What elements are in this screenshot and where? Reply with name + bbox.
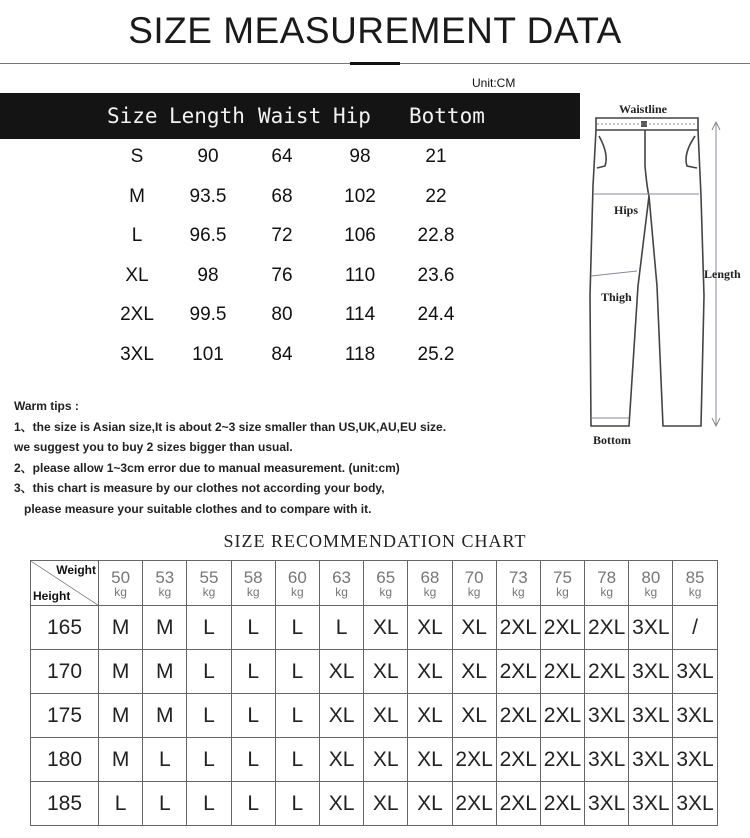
size-row xyxy=(0,259,580,297)
pants-measurement-diagram xyxy=(583,96,750,456)
weight-value: 68 xyxy=(420,567,440,587)
recommended-size: 3XL xyxy=(629,738,673,782)
weight-unit: kg xyxy=(335,584,348,599)
recommended-size: XL xyxy=(319,694,363,738)
recommended-size: L xyxy=(143,782,187,826)
label-length: Length xyxy=(704,267,741,281)
weight-value: 80 xyxy=(641,567,661,587)
weight-value: 85 xyxy=(685,567,705,587)
recommended-size: L xyxy=(187,606,231,650)
recommended-size: 2XL xyxy=(496,694,540,738)
weight-header xyxy=(452,561,496,606)
recommended-size: L xyxy=(275,606,319,650)
recommended-size: L xyxy=(275,738,319,782)
title-accent-bar xyxy=(350,62,400,65)
recommended-size: 2XL xyxy=(540,606,584,650)
recommended-size: XL xyxy=(408,650,452,694)
weight-unit: kg xyxy=(688,584,702,599)
height-value: 165 xyxy=(31,606,99,650)
header-bottom: Bottom xyxy=(409,104,485,128)
weight-header xyxy=(231,561,275,606)
size-label: 2XL xyxy=(120,304,154,326)
weight-unit: kg xyxy=(246,584,260,599)
size-label: S xyxy=(130,146,144,167)
measurement-value: 76 xyxy=(271,264,293,286)
weight-unit: kg xyxy=(600,584,613,599)
measurement-value: 64 xyxy=(271,146,293,167)
recommendation-title: SIZE RECOMMENDATION CHART xyxy=(223,531,527,551)
tip-line: please measure your suitable clothes and to compare with it. xyxy=(14,501,372,516)
measurement-value: 90 xyxy=(197,146,219,167)
recommended-size: XL xyxy=(319,738,363,782)
weight-header xyxy=(496,561,540,606)
recommended-size: XL xyxy=(452,650,496,694)
recommended-size: L xyxy=(275,650,319,694)
header-waist: Waist xyxy=(258,104,322,128)
recommended-size: M xyxy=(143,694,187,738)
recommended-size: 3XL xyxy=(673,738,717,782)
header-length: Length xyxy=(169,104,245,128)
recommended-size: L xyxy=(231,694,275,738)
weight-header xyxy=(99,561,143,606)
table-row xyxy=(31,606,718,650)
recommended-size: M xyxy=(143,650,187,694)
label-hips: Hips xyxy=(614,203,639,217)
recommended-size: XL xyxy=(452,694,496,738)
header-hip: Hip xyxy=(333,104,371,128)
weight-header xyxy=(408,561,452,606)
tips-heading: Warm tips : xyxy=(14,399,79,413)
measurement-value: 22 xyxy=(425,185,447,207)
measurement-value: 99.5 xyxy=(189,304,227,326)
size-row xyxy=(0,298,580,336)
recommended-size: XL xyxy=(364,738,408,782)
measurement-value: 114 xyxy=(344,304,376,326)
tip-line: 1、the size is Asian size,It is about 2~3 size smaller than US,UK,AU,EU size. xyxy=(14,419,447,434)
header-size: Size xyxy=(107,104,158,128)
weight-unit: kg xyxy=(644,584,658,599)
weight-value: 78 xyxy=(597,567,617,587)
size-table-header xyxy=(0,93,580,139)
size-row xyxy=(0,180,580,218)
weight-header xyxy=(673,561,717,606)
recommended-size: XL xyxy=(452,606,496,650)
recommended-size: L xyxy=(187,782,231,826)
recommended-size: 2XL xyxy=(585,650,629,694)
recommended-size: M xyxy=(99,650,143,694)
recommended-size: 3XL xyxy=(629,782,673,826)
size-row xyxy=(0,219,580,257)
weight-value: 70 xyxy=(464,567,484,587)
label-thigh: Thigh xyxy=(601,290,632,304)
recommended-size: 3XL xyxy=(629,650,673,694)
recommended-size: XL xyxy=(408,606,452,650)
measurement-value: 80 xyxy=(271,304,293,326)
recommended-size: M xyxy=(143,606,187,650)
tip-line: 2、please allow 1~3cm error due to manual measurement. (unit:cm) xyxy=(14,460,400,475)
size-label: L xyxy=(131,225,143,247)
pants-outline xyxy=(590,118,704,426)
recommended-size: 2XL xyxy=(540,650,584,694)
recommended-size: XL xyxy=(364,650,408,694)
weight-header xyxy=(319,561,363,606)
recommended-size: 2XL xyxy=(540,738,584,782)
recommended-size: L xyxy=(275,782,319,826)
measurement-value: 24.4 xyxy=(417,304,455,326)
size-recommendation-table xyxy=(30,560,718,826)
weight-value: 55 xyxy=(199,567,219,587)
weight-value: 60 xyxy=(287,567,307,587)
recommended-size: 3XL xyxy=(585,782,629,826)
warm-tips xyxy=(14,396,446,519)
corner-cell xyxy=(31,561,99,606)
weight-value: 53 xyxy=(155,567,175,587)
weight-value: 58 xyxy=(243,567,263,587)
size-label: XL xyxy=(125,264,149,286)
tip-line: we suggest you to buy 2 sizes bigger than usual. xyxy=(14,440,293,454)
recommended-size: 2XL xyxy=(585,606,629,650)
recommended-size: XL xyxy=(408,694,452,738)
measurement-value: 98 xyxy=(197,264,219,286)
weight-header xyxy=(187,561,231,606)
weight-unit: kg xyxy=(291,584,304,599)
weight-unit: kg xyxy=(158,584,172,599)
height-value: 180 xyxy=(31,738,99,782)
weight-unit: kg xyxy=(114,584,127,599)
recommended-size: 2XL xyxy=(496,782,540,826)
measurement-value: 21 xyxy=(425,146,447,167)
recommended-size: / xyxy=(673,606,717,650)
recommended-size: M xyxy=(99,694,143,738)
recommended-size: 3XL xyxy=(585,694,629,738)
tip-line: 3、this chart is measure by our clothes not according your body, xyxy=(14,481,385,495)
weight-header xyxy=(585,561,629,606)
size-label: M xyxy=(129,185,145,207)
recommended-size: 2XL xyxy=(496,650,540,694)
recommended-size: 3XL xyxy=(629,606,673,650)
weight-header xyxy=(143,561,187,606)
weight-unit: kg xyxy=(556,584,569,599)
recommended-size: 3XL xyxy=(673,650,717,694)
recommended-size: XL xyxy=(364,694,408,738)
recommended-size: 2XL xyxy=(496,738,540,782)
recommended-size: L xyxy=(143,738,187,782)
measurement-value: 22.8 xyxy=(417,225,455,247)
weight-value: 73 xyxy=(508,567,528,587)
recommended-size: 3XL xyxy=(673,782,717,826)
recommended-size: 2XL xyxy=(540,782,584,826)
weight-unit: kg xyxy=(467,584,481,599)
recommended-size: L xyxy=(187,694,231,738)
weight-unit: kg xyxy=(202,584,216,599)
label-waistline: Waistline xyxy=(619,102,668,116)
recommended-size: 2XL xyxy=(452,738,496,782)
corner-height-label: Height xyxy=(33,589,71,603)
measurement-value: 110 xyxy=(344,264,376,286)
table-row xyxy=(31,650,718,694)
corner-weight-label: Weight xyxy=(56,563,96,577)
recommended-size: XL xyxy=(319,782,363,826)
measurement-value: 118 xyxy=(344,344,376,365)
recommended-size: L xyxy=(99,782,143,826)
recommended-size: 3XL xyxy=(673,694,717,738)
weight-value: 65 xyxy=(376,567,396,587)
weight-value: 75 xyxy=(553,567,572,587)
recommended-size: M xyxy=(99,738,143,782)
recommended-size: 2XL xyxy=(540,694,584,738)
height-value: 170 xyxy=(31,650,99,694)
measurement-value: 101 xyxy=(192,344,224,365)
recommended-size: L xyxy=(231,650,275,694)
weight-value: 50 xyxy=(111,567,131,587)
measurement-value: 106 xyxy=(344,225,376,247)
recommended-size: L xyxy=(319,606,363,650)
measurement-value: 72 xyxy=(271,225,293,247)
measurement-value: 98 xyxy=(349,146,371,167)
measurement-value: 102 xyxy=(344,185,376,207)
height-value: 175 xyxy=(31,694,99,738)
size-row xyxy=(0,338,580,376)
weight-unit: kg xyxy=(511,584,525,599)
weight-header xyxy=(364,561,408,606)
weight-unit: kg xyxy=(379,584,393,599)
recommended-size: XL xyxy=(319,650,363,694)
unit-label: Unit:CM xyxy=(472,76,516,90)
table-row xyxy=(31,738,718,782)
measurement-value: 25.2 xyxy=(417,344,455,365)
weight-value: 63 xyxy=(332,567,351,587)
page-title: SIZE MEASUREMENT DATA xyxy=(128,10,622,51)
recommended-size: 2XL xyxy=(496,606,540,650)
measurement-value: 96.5 xyxy=(189,225,227,247)
recommended-size: XL xyxy=(408,738,452,782)
weight-header xyxy=(275,561,319,606)
height-value: 185 xyxy=(31,782,99,826)
recommended-size: L xyxy=(231,782,275,826)
recommended-size: L xyxy=(187,650,231,694)
measurement-value: 93.5 xyxy=(189,185,227,207)
weight-header xyxy=(540,561,584,606)
recommended-size: M xyxy=(99,606,143,650)
label-bottom: Bottom xyxy=(593,433,631,447)
recommended-size: XL xyxy=(364,782,408,826)
recommended-size: L xyxy=(231,738,275,782)
weight-header xyxy=(629,561,673,606)
recommended-size: 3XL xyxy=(629,694,673,738)
recommended-size: L xyxy=(275,694,319,738)
recommended-size: 2XL xyxy=(452,782,496,826)
recommended-size: L xyxy=(187,738,231,782)
size-label: 3XL xyxy=(120,344,154,365)
recommended-size: 3XL xyxy=(585,738,629,782)
measurement-value: 68 xyxy=(271,185,293,207)
recommended-size: XL xyxy=(364,606,408,650)
size-row xyxy=(0,140,580,178)
measurement-value: 23.6 xyxy=(417,264,455,286)
recommended-size: L xyxy=(231,606,275,650)
table-row xyxy=(31,782,718,826)
measurement-value: 84 xyxy=(271,344,293,365)
recommended-size: XL xyxy=(408,782,452,826)
weight-unit: kg xyxy=(423,584,437,599)
table-row xyxy=(31,694,718,738)
